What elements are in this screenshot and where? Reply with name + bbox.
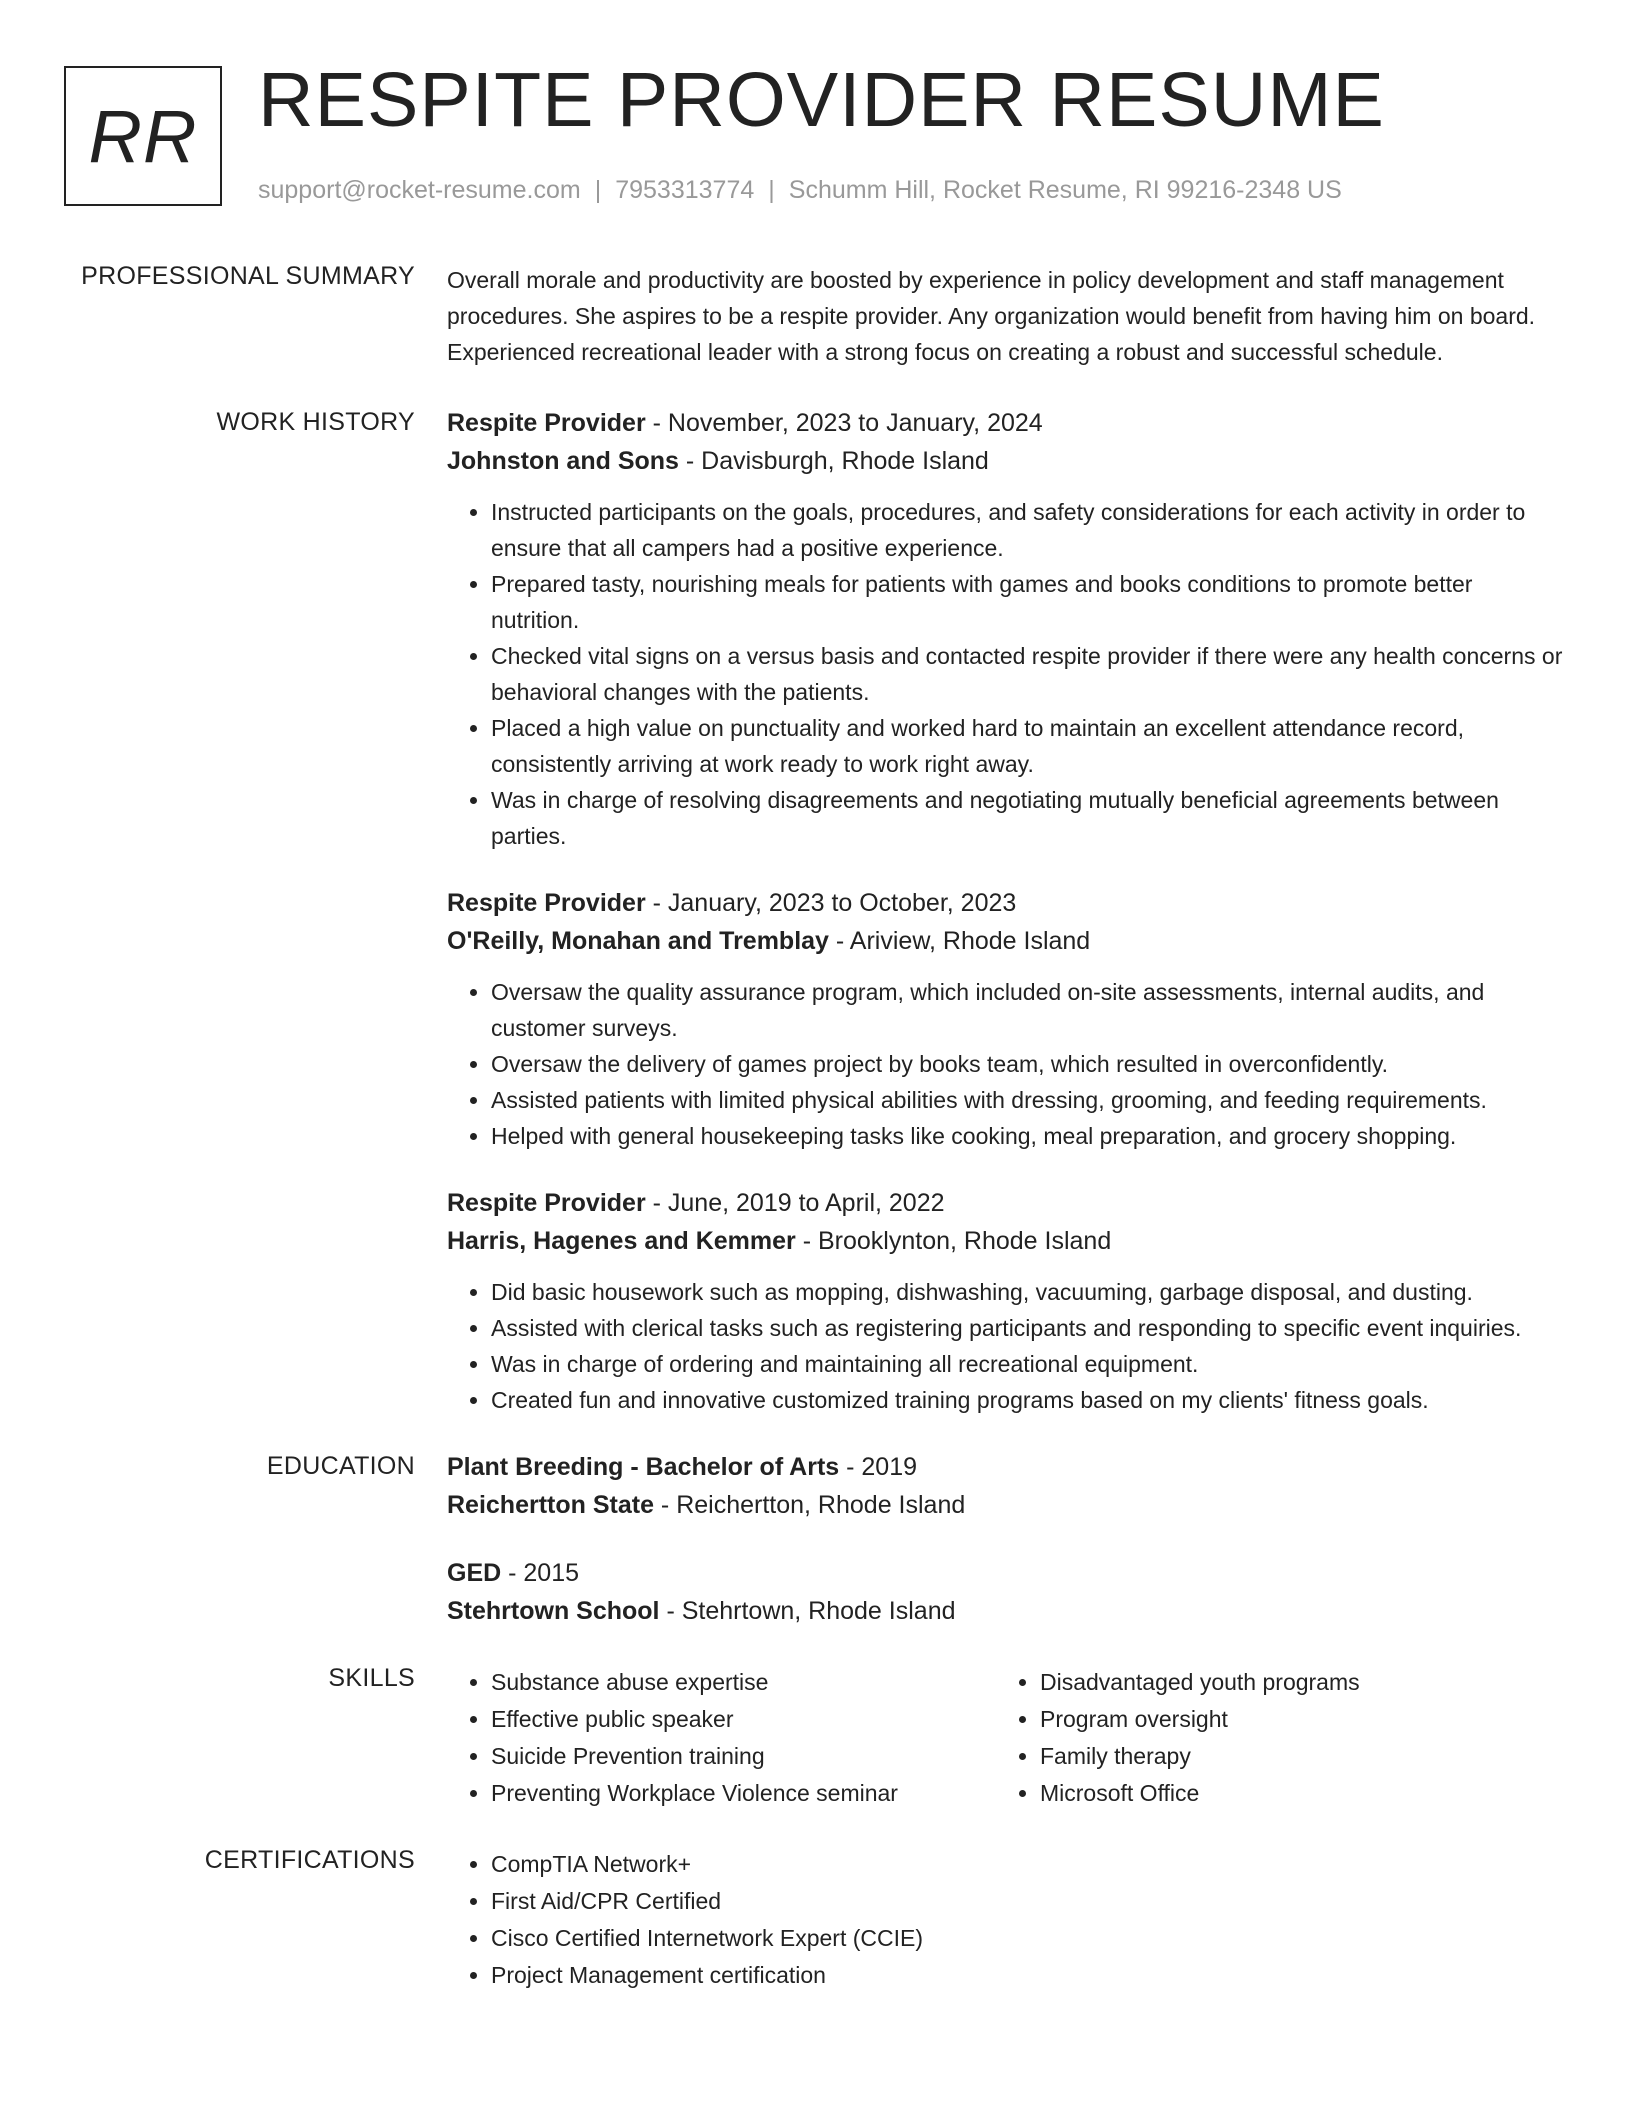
contact-phone: 7953313774 [615,176,755,204]
list-item: • Program oversight [1040,1701,1545,1738]
job-dates: - November, 2023 to January, 2024 [645,409,1043,437]
job-bullets [447,494,1567,854]
job-dates: - January, 2023 to October, 2023 [645,889,1017,917]
education-degree-line [447,1448,1567,1486]
education-label: EDUCATION [266,1452,415,1480]
job-entry [447,884,1567,1154]
education-school: Reichertton State [447,1491,654,1519]
contact-separator: | [768,176,775,204]
resume-title: RESPITE PROVIDER RESUME [258,57,1385,143]
education-school-line [447,1486,1567,1524]
job-entry [447,404,1567,854]
certifications-label: CERTIFICATIONS [204,1846,415,1874]
list-item: • Created fun and innovative customized training programs based on my clients' fitness goals. [491,1382,1567,1418]
education-location: - Stehrtown, Rhode Island [659,1597,956,1625]
summary-section [0,258,1632,370]
skills-grid [447,1660,1567,1812]
resume-sections [0,258,1632,1994]
list-item: • Assisted with clerical tasks such as registering participants and responding to specific event inquiries. [491,1310,1567,1346]
work-history-body [447,404,1567,1418]
work-history-section [0,404,1632,1418]
list-item: • Suicide Prevention training [491,1738,996,1775]
job-title-line [447,1184,1567,1222]
list-item: • Disadvantaged youth programs [1040,1664,1545,1701]
monogram-logo [64,66,222,206]
list-item: • Cisco Certified Internetwork Expert (CCIE) [491,1920,1491,1957]
summary-text: Overall morale and productivity are boosted by experience in policy development and staff management procedures. She aspires to be a respite provider. Any organization would benefit from having him on board. Experienced recreational leader with a strong focus on creating a robust and successful schedule. [447,267,1536,365]
job-entry [447,1184,1567,1418]
work-history-label: WORK HISTORY [216,408,415,436]
list-item: • Placed a high value on punctuality and worked hard to maintain an excellent attendance record, consistently arriving at work ready to work right away. [491,710,1567,782]
summary-body [447,258,1567,370]
education-school: Stehrtown School [447,1597,660,1625]
skills-section [0,1660,1632,1812]
job-company-line [447,442,1567,480]
list-item: • First Aid/CPR Certified [491,1883,1491,1920]
education-year: - 2019 [839,1453,918,1481]
education-school-line [447,1592,1567,1630]
job-bullets [447,974,1567,1154]
education-location: - Reichertton, Rhode Island [653,1491,966,1519]
list-item: • Microsoft Office [1040,1775,1545,1812]
job-company: O'Reilly, Monahan and Tremblay [447,927,829,955]
list-item: • Helped with general housekeeping tasks like cooking, meal preparation, and grocery shopping. [491,1118,1567,1154]
contact-separator: | [594,176,602,204]
certifications-grid [447,1842,1567,1994]
job-bullets [447,1274,1567,1418]
skills-column-2 [996,1664,1545,1812]
education-degree: Plant Breeding - Bachelor of Arts [447,1453,840,1481]
job-location: - Davisburgh, Rhode Island [678,447,989,475]
list-item: • Effective public speaker [491,1701,996,1738]
certifications-section [0,1842,1632,1994]
education-entry [447,1448,1567,1524]
list-item: • Checked vital signs on a versus basis and contacted respite provider if there were any health concerns or behavioral changes with the patients. [491,638,1567,710]
list-item: • Preventing Workplace Violence seminar [491,1775,996,1812]
list-item: • Family therapy [1040,1738,1545,1775]
list-item: • Oversaw the quality assurance program, which included on-site assessments, internal audits, and customer surveys. [491,974,1567,1046]
summary-label: PROFESSIONAL SUMMARY [81,262,415,290]
education-entry [447,1554,1567,1630]
list-item: • CompTIA Network+ [491,1846,1491,1883]
job-title-line [447,884,1567,922]
education-section [0,1448,1632,1630]
job-title: Respite Provider [447,409,646,437]
list-item: • Oversaw the delivery of games project by books team, which resulted in overconfidently. [491,1046,1567,1082]
certifications-list [447,1846,1491,1994]
education-body [447,1448,1567,1630]
list-item: • Instructed participants on the goals, procedures, and safety considerations for each activity in order to ensure that all campers had a positive experience. [491,494,1567,566]
job-company: Harris, Hagenes and Kemmer [447,1227,796,1255]
job-location: - Brooklynton, Rhode Island [795,1227,1112,1255]
list-item: • Was in charge of resolving disagreements and negotiating mutually beneficial agreements between parties. [491,782,1567,854]
education-degree: GED [447,1559,502,1587]
list-item: • Was in charge of ordering and maintaining all recreational equipment. [491,1346,1567,1382]
job-title: Respite Provider [447,889,646,917]
list-item: • Project Management certification [491,1957,1491,1994]
skills-label: SKILLS [328,1664,415,1692]
job-location: - Ariview, Rhode Island [828,927,1091,955]
monogram-text: RR [88,94,198,178]
certifications-body [447,1842,1567,1994]
job-title: Respite Provider [447,1189,646,1217]
contact-email: support@rocket-resume.com [258,176,581,204]
list-item: • Substance abuse expertise [491,1664,996,1701]
job-company-line [447,922,1567,960]
education-year: - 2015 [501,1559,580,1587]
list-item: • Did basic housework such as mopping, dishwashing, vacuuming, garbage disposal, and dusting. [491,1274,1567,1310]
job-company: Johnston and Sons [447,447,679,475]
education-degree-line [447,1554,1567,1592]
contact-line [258,176,1342,205]
job-dates: - June, 2019 to April, 2022 [645,1189,945,1217]
skills-body [447,1660,1567,1812]
skills-column-1 [447,1664,996,1812]
job-company-line [447,1222,1567,1260]
list-item: • Prepared tasty, nourishing meals for patients with games and books conditions to promote better nutrition. [491,566,1567,638]
list-item: • Assisted patients with limited physical abilities with dressing, grooming, and feeding requirements. [491,1082,1567,1118]
contact-address: Schumm Hill, Rocket Resume, RI 99216-2348 US [788,176,1342,204]
job-title-line [447,404,1567,442]
